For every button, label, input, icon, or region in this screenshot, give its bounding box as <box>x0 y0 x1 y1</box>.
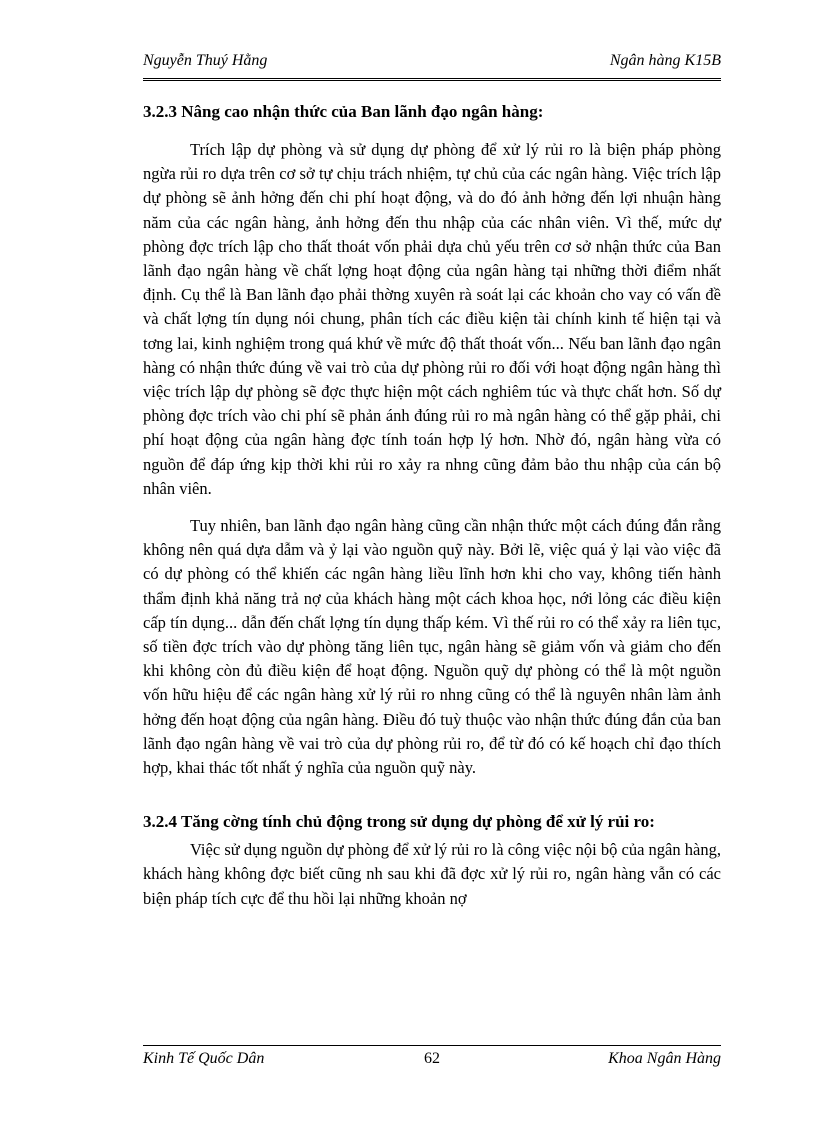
header-author: Nguyễn Thuý Hằng <box>143 52 268 69</box>
paragraph: Trích lập dự phòng và sử dụng dự phòng để xử lý rủi ro là biện pháp phòng ngừa rủi ro dựa trên cơ sở tự chịu trách nhiệm, tự chủ của các ngân hàng. Việc trích lập dự phòng sẽ ảnh hởng đến chi phí hoạt động, và do đó ảnh hởng đến lợi nhuận hàng năm của các ngân hàng, ảnh hởng đến thu nhập của các nhân viên. Vì thế, mức dự phòng đợc trích lập cho thất thoát vốn phải dựa chủ yếu trên cơ sở nhận thức của Ban lãnh đạo ngân hàng về chất lợng hoạt động của ngân hàng tại những thời điểm nhất định. Cụ thể là Ban lãnh đạo phải thờng xuyên rà soát lại các khoản cho vay có vấn đề và chất lợng tín dụng nói chung, phân tích các điều kiện tài chính kinh tế hiện tại và tơng lai, kinh nghiệm trong quá khứ về mức độ thất thoát vốn... Nếu ban lãnh đạo ngân hàng có nhận thức đúng về vai trò của dự phòng rủi ro đối với hoạt động ngân hàng thì việc trích lập dự phòng sẽ đợc thực hiện một cách nghiêm túc và thực chất hơn. Số dự phòng đợc trích vào chi phí sẽ phản ánh đúng rủi ro mà ngân hàng có thể gặp phải, chi phí hoạt động của ngân hàng đợc tính toán hợp lý hơn. Nhờ đó, ngân hàng vừa có nguồn để đáp ứng kịp thời khi rủi ro xảy ra nhng cũng đảm bảo thu nhập của cán bộ nhân viên. <box>143 140 721 498</box>
footer-faculty: Khoa Ngân Hàng <box>608 1050 721 1067</box>
section-heading-3-2-4: 3.2.4 Tăng cờng tính chủ động trong sử dụng dự phòng để xử lý rủi ro: <box>143 812 655 832</box>
paragraph: Tuy nhiên, ban lãnh đạo ngân hàng cũng cần nhận thức một cách đúng đắn rằng không nên quá dựa dẫm và ỷ lại vào nguồn quỹ này. Bởi lẽ, việc quá ỷ lại vào việc đã có dự phòng có thể khiến các ngân hàng liều lĩnh hơn khi cho vay, không tiến hành thẩm định khả năng trả nợ của khách hàng một cách khoa học, nới lỏng các điều kiện cấp tín dụng... dẫn đến chất lợng tín dụng thấp kém. Vì thế rủi ro có thể xảy ra liên tục, số tiền đợc trích vào dự phòng tăng liên tục, ngân hàng sẽ giảm vốn và giảm cho đến khi không còn đủ điều kiện để hoạt động. Nguồn quỹ dự phòng có thể là một nguồn vốn hữu hiệu để các ngân hàng xử lý rủi ro nhng cũng có thể là nguyên nhân làm ảnh hởng đến hoạt động của ngân hàng. Điều đó tuỳ thuộc vào nhận thức đúng đắn của ban lãnh đạo ngân hàng về vai trò của dự phòng rủi ro, để từ đó có kế hoạch chỉ đạo thích hợp, khai thác tốt nhất ý nghĩa của nguồn quỹ này. <box>143 516 721 778</box>
footer-university: Kinh Tế Quốc Dân <box>143 1050 265 1067</box>
page-footer <box>143 1045 721 1072</box>
page-number: 62 <box>424 1050 440 1067</box>
page-header <box>143 50 721 81</box>
header-class: Ngân hàng K15B <box>609 52 721 69</box>
page-content <box>143 100 721 911</box>
section-heading-3-2-3: 3.2.3 Nâng cao nhận thức của Ban lãnh đạo ngân hàng: <box>143 102 544 121</box>
paragraph: Việc sử dụng nguồn dự phòng để xử lý rủi ro là công việc nội bộ của ngân hàng, khách hàng không đợc biết cũng nh sau khi đã đợc xử lý rủi ro, ngân hàng vẫn có các biện pháp tích cực để thu hồi lại những khoản nợ <box>143 840 721 908</box>
